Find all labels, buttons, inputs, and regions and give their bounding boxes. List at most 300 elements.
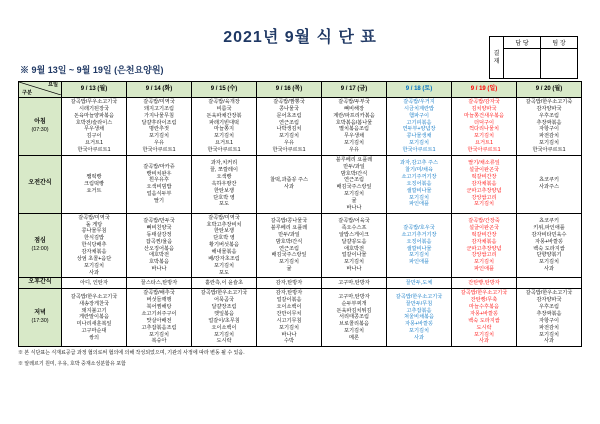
- col-header-5: 9 / 18 (토): [387, 82, 452, 98]
- menu-item: 감자채볶음: [471, 180, 497, 187]
- menu-item: 한식김밥: [83, 235, 105, 242]
- menu-item: 마늘수후볶음: [468, 304, 500, 311]
- menu-item: 우유: [153, 140, 165, 147]
- table-header-row: [19, 82, 582, 98]
- row-header-name: 저녁: [34, 310, 46, 317]
- menu-item: 포기김치: [408, 252, 430, 259]
- menu-item: 사과주스: [538, 184, 560, 191]
- menu-item: 쨈떡빵: [86, 174, 102, 181]
- menu-item: 콩나물생채: [406, 133, 432, 140]
- period-label: ※ 9월 13일 ~ 9월 19일 (은천요양원): [20, 65, 164, 75]
- menu-item: 갈곡밥/한우소고기국: [200, 290, 248, 297]
- menu-item: 포기김치: [148, 133, 170, 140]
- menu-cell-4-0: [62, 289, 127, 347]
- menu-item: 갈곡밥/배추국: [143, 290, 175, 297]
- row-header-name: 점심: [34, 238, 46, 245]
- menu-item: 포기김치: [213, 331, 235, 338]
- menu-item: 갈곡밥/감자국: [468, 99, 500, 105]
- col-header-1: 9 / 14 (화): [127, 82, 192, 98]
- menu-item: 자몽+바깥꽁: [404, 321, 434, 328]
- menu-item: 메론: [348, 334, 360, 341]
- menu-item: 버섯들깨행: [146, 297, 172, 304]
- menu-item: 귤: [351, 198, 357, 205]
- col-header-7: 9 / 20 (월): [517, 82, 582, 98]
- footnote-0: ※ 본 식단표는 식재료공급 과정 협의로써 협의에 의해 작성되었으며, 기관의 사정에 따라 변동 될 수 있음.: [18, 350, 245, 357]
- menu-item: 한식당배추: [81, 242, 107, 249]
- menu-item: 족오수스프: [341, 225, 367, 232]
- menu-item: 도시락: [216, 338, 232, 345]
- menu-item: 한국아쿠르트1: [532, 147, 566, 154]
- menu-cell-3-2: [192, 278, 257, 289]
- menu-item: 자몽+바깥꽁: [534, 238, 564, 245]
- menu-item: 잔탄빵/무축: [470, 297, 498, 304]
- menu-item: 꿀만두,도체: [405, 280, 433, 286]
- menu-item: 감자양파국: [536, 105, 562, 112]
- menu-item: 뼈비친양국: [146, 225, 172, 232]
- menu-item: 뼈비해장: [343, 105, 365, 112]
- menu-item: 파인애플: [408, 201, 430, 208]
- menu-item: 강앙쌈고리: [471, 252, 497, 259]
- menu-item: 소고기쇠주구이: [141, 310, 177, 317]
- menu-item: 포기김치: [538, 331, 560, 338]
- menu-item: 소고기주꺼기장: [401, 174, 437, 181]
- menu-item: 갈곡밥/간장죽: [468, 218, 500, 225]
- menu-item: 포도: [218, 269, 230, 276]
- menu-item: 달걀꽁도음: [341, 238, 367, 245]
- menu-item: 갈곡밥/한우소고기국: [395, 293, 443, 300]
- menu-item: 마늘쫑건새우볶음: [463, 112, 505, 119]
- menu-item: 갈곡밥/미역국: [78, 214, 110, 221]
- menu-item: 찰떡,과즙꽁 주스: [270, 177, 308, 184]
- col-header-2: 9 / 15 (수): [192, 82, 257, 98]
- menu-item: 포기김치: [213, 262, 235, 269]
- menu-item: 감자채볶음: [81, 249, 107, 256]
- menu-item: 갈곡밥/육개장: [208, 99, 240, 105]
- menu-item: 호박고추장비치: [206, 221, 242, 228]
- menu-item: 귤: [286, 266, 292, 273]
- menu-cell-2-7: [517, 213, 582, 278]
- menu-item: 가지나물무침: [143, 112, 175, 119]
- menu-cell-3-6: [452, 278, 517, 289]
- table-row: [19, 213, 582, 278]
- menu-item: 시래기된장국: [78, 105, 110, 112]
- menu-item: 포기김치: [148, 331, 170, 338]
- menu-item: 우유: [283, 140, 295, 147]
- menu-item: 포기김치: [473, 133, 495, 140]
- menu-item: 단향양볶기: [536, 252, 562, 259]
- menu-item: 자몽+바깥꽁: [469, 310, 499, 317]
- menu-item: 호박전/슬라이스: [75, 119, 113, 126]
- menu-item: 북어찜해탕: [146, 304, 172, 311]
- menu-item: 산오징어볶음: [143, 245, 175, 252]
- menu-item: 포기김치: [538, 259, 560, 266]
- menu-item: 갈곡밥/미역국: [143, 99, 175, 105]
- menu-item: 포기김치: [343, 140, 365, 147]
- menu-item: 한국아쿠르트1: [272, 147, 306, 154]
- page-title: 2021년 9월 식 단 표: [223, 29, 377, 46]
- menu-cell-2-6: [452, 213, 517, 278]
- menu-item: 감자채볶음: [471, 238, 497, 245]
- col-header-4: 9 / 17 (금): [322, 82, 387, 98]
- approval-box: [489, 36, 578, 79]
- menu-item: 샐깔비나물: [406, 245, 432, 252]
- menu-item: 포기김치: [473, 201, 495, 208]
- menu-item: 파전감치: [538, 324, 560, 331]
- menu-item: 떡갈비간장: [471, 174, 497, 181]
- menu-item: 얼갈이/초무침: [208, 317, 240, 324]
- menu-item: 햄파구이: [408, 112, 430, 119]
- menu-item: 콩나물무침: [81, 228, 107, 235]
- menu-item: 사과: [543, 338, 555, 345]
- menu-item: 고기피볶음: [406, 119, 432, 126]
- menu-item: 호박볶음: [148, 259, 170, 266]
- menu-item: 잔탄빵,탄방자: [468, 280, 500, 286]
- menu-item: 흰우유후: [148, 177, 170, 184]
- menu-item: 오징어볶음: [406, 180, 432, 187]
- menu-item: 파인애플: [408, 259, 430, 266]
- menu-cell-1-5: [387, 155, 452, 213]
- menu-item: 애호박전: [148, 252, 170, 259]
- menu-cell-2-3: [257, 213, 322, 278]
- menu-item: 한국아쿠르트1: [467, 147, 501, 154]
- menu-item: 오이소백이: [211, 324, 237, 331]
- menu-item: 잔만이무치: [276, 310, 302, 317]
- menu-cell-2-5: [387, 213, 452, 278]
- menu-item: 미나리새훈복잎: [76, 321, 112, 328]
- row-header-0: [19, 98, 62, 156]
- menu-item: 감자,탄방자: [275, 290, 303, 297]
- menu-item: 찰기/미/채육: [405, 167, 433, 174]
- menu-item: 딸기: [153, 198, 165, 205]
- menu-cell-1-1: [127, 155, 192, 213]
- approval-header-0: 담 당: [504, 37, 541, 49]
- menu-item: 애호박전: [343, 245, 365, 252]
- menu-item: 포기김치: [213, 133, 235, 140]
- row-header-2: [19, 213, 62, 278]
- menu-item: 밤호박/간식: [275, 238, 303, 245]
- menu-item: 비름국: [216, 105, 232, 112]
- menu-item: 아디, 인탄자: [80, 280, 108, 286]
- menu-cell-4-4: [322, 289, 387, 347]
- approval-label: 결재: [490, 37, 504, 79]
- menu-item: 달걀후라이조림: [141, 119, 177, 126]
- menu-item: 연근조림: [278, 119, 300, 126]
- menu-item: 맛살아배전: [146, 317, 172, 324]
- menu-item: 포기김치: [343, 259, 365, 266]
- menu-item: 포기김치: [473, 259, 495, 266]
- menu-item: 만두/과일: [278, 231, 300, 238]
- menu-item: 돌 게탕: [85, 221, 103, 228]
- menu-item: 오색빵: [216, 174, 232, 181]
- menu-item: 김치양파국: [471, 105, 497, 112]
- menu-item: 블루베리 요플레: [270, 225, 308, 232]
- menu-item: 우후조림: [538, 304, 560, 311]
- menu-item: 포기김치: [408, 194, 430, 201]
- menu-item: 블루베리 요플레: [335, 156, 373, 163]
- menu-item: 사과: [283, 184, 295, 191]
- menu-item: 돼지고기조림: [143, 105, 175, 112]
- menu-item: 포기김치: [278, 324, 300, 331]
- menu-cell-2-0: [62, 213, 127, 278]
- col-header-6: 9 / 19 (일): [452, 82, 517, 98]
- menu-item: 단호박 영: [213, 194, 235, 201]
- menu-item: 명란추젓: [148, 126, 170, 133]
- row-header-time: (07:30): [31, 126, 49, 133]
- menu-item: 설굴이완곤국: [468, 167, 500, 174]
- row-header-time: (12:00): [31, 246, 49, 252]
- menu-cell-1-3: [257, 155, 322, 213]
- menu-item: 우유: [348, 147, 360, 154]
- menu-cell-0-3: [257, 98, 322, 156]
- menu-item: 돈육파채간장볶: [206, 112, 242, 119]
- menu-item: 한탄보쟁: [213, 228, 235, 235]
- menu-cell-4-3: [257, 289, 322, 347]
- menu-item: 브로콜리볶음: [338, 321, 370, 328]
- menu-item: 과자,감고추 주스: [400, 160, 438, 167]
- menu-cell-3-0: [62, 278, 127, 289]
- menu-cell-1-7: [517, 155, 582, 213]
- table-body: [19, 98, 582, 347]
- menu-item: 포기김치: [278, 259, 300, 266]
- menu-item: 포기김치: [83, 262, 105, 269]
- menu-item: 한탄보쟁: [213, 187, 235, 194]
- menu-item: 파전감치: [538, 133, 560, 140]
- menu-item: 감자비타민육수: [531, 231, 567, 238]
- row-header-4: [19, 289, 62, 347]
- menu-item: 백숙 도라지쌈: [533, 245, 565, 252]
- menu-item: 쳐울비채볶음: [403, 314, 435, 321]
- menu-cell-0-6: [452, 98, 517, 156]
- menu-item: 꿀스타스,탄방자: [140, 280, 178, 286]
- menu-item: 도시락: [476, 324, 492, 331]
- menu-item: 쵸코쿠키: [538, 177, 560, 184]
- menu-item: 서리태콩조림: [338, 314, 370, 321]
- menu-item: 해내물볶음: [211, 249, 237, 256]
- menu-item: 자항구이: [538, 317, 560, 324]
- menu-item: 파래기빈대떡: [208, 119, 240, 126]
- menu-item: 백숙 도라지쌈: [468, 317, 500, 324]
- menu-table: [18, 81, 582, 347]
- menu-item: 동태살강정: [146, 231, 172, 238]
- menu-item: 어묵곰국: [213, 297, 235, 304]
- menu-item: 군파고추장양념: [466, 245, 502, 252]
- menu-item: 강앙쌈고리: [471, 194, 497, 201]
- menu-cell-1-2: [192, 155, 257, 213]
- row-header-name: 오전간식: [28, 180, 52, 187]
- menu-item: 파인애플: [473, 266, 495, 273]
- menu-item: 크림떡빵: [83, 180, 105, 187]
- approval-cell-1: [541, 49, 578, 79]
- menu-item: 오이소백이: [276, 304, 302, 311]
- corner-weekday-label: 요일: [47, 82, 58, 88]
- table-row: [19, 98, 582, 156]
- approval-cell-0: [504, 49, 541, 79]
- table-row: [19, 278, 582, 289]
- menu-item: 문어초조림: [276, 112, 302, 119]
- menu-item: 더덕구이: [473, 119, 495, 126]
- menu-item: 떡갈비간장: [471, 231, 497, 238]
- menu-item: 포기김치: [473, 331, 495, 338]
- menu-item: 바나나: [346, 204, 362, 211]
- menu-item: 갈곡밥/콩나물국: [270, 218, 308, 225]
- menu-item: 황기버섯볶음: [208, 242, 240, 249]
- menu-item: 빵비치완우: [146, 170, 172, 177]
- menu-item: 꿀, 쪼깔레이: [210, 167, 238, 174]
- menu-item: 꿀만두/무침: [405, 300, 433, 307]
- menu-cell-3-4: [322, 278, 387, 289]
- menu-item: 복숭아: [151, 338, 167, 345]
- menu-item: 고추잡볶음조림: [141, 324, 177, 331]
- menu-item: 배김국주스랑잎: [336, 184, 372, 191]
- menu-cell-2-2: [192, 213, 257, 278]
- menu-cell-4-7: [517, 289, 582, 347]
- menu-item: 포기김치: [343, 191, 365, 198]
- menu-cell-0-7: [517, 98, 582, 156]
- menu-item: 요거트1: [475, 140, 493, 147]
- menu-item: 꺽다리나물치: [468, 126, 500, 133]
- menu-item: 갈곡밥/두부국: [338, 99, 370, 105]
- menu-item: 계란/파프리카볶음: [333, 112, 375, 119]
- menu-item: 배/강자초조림: [208, 255, 240, 262]
- menu-item: 바나나: [346, 266, 362, 273]
- menu-item: 알밥스게이크: [338, 231, 370, 238]
- menu-cell-0-0: [62, 98, 127, 156]
- menu-item: 멸치볶음조림: [338, 126, 370, 133]
- menu-item: 새송장게찬국: [78, 300, 110, 307]
- menu-item: 시금치계란밥: [403, 105, 435, 112]
- menu-item: 군파고추장양념: [466, 187, 502, 194]
- menu-item: 게란말이볶음: [78, 314, 110, 321]
- menu-item: 한국아쿠르트1: [142, 147, 176, 154]
- menu-cell-3-3: [257, 278, 322, 289]
- menu-item: 훌란측,이 윤슐초: [205, 280, 243, 286]
- menu-item: 감자양파국: [536, 297, 562, 304]
- menu-item: 연두부+양념장: [402, 126, 436, 133]
- menu-item: 요거트: [86, 187, 102, 194]
- menu-cell-3-7: [517, 278, 582, 289]
- menu-item: 단호박 영: [213, 235, 235, 242]
- menu-item: 사과: [543, 266, 555, 273]
- menu-item: 갈곡밥/한우소고기국: [525, 290, 573, 297]
- menu-item: 시고기무침: [276, 317, 302, 324]
- menu-item: 얼갈이나물: [341, 252, 367, 259]
- menu-cell-3-5: [387, 278, 452, 289]
- menu-item: 콩나물국: [278, 105, 300, 112]
- table-row: [19, 155, 582, 213]
- menu-item: 샐깔비나물: [406, 187, 432, 194]
- menu-item: 추장짜볶음: [536, 310, 562, 317]
- menu-cell-1-0: [62, 155, 127, 213]
- col-header-3: 9 / 16 (목): [257, 82, 322, 98]
- menu-cell-2-4: [322, 213, 387, 278]
- table-corner-header: [19, 82, 62, 98]
- menu-cell-4-2: [192, 289, 257, 347]
- corner-category-label: 구분: [22, 90, 33, 97]
- menu-item: 갈곡밥/마카쥬: [143, 163, 175, 170]
- menu-item: 포기김치: [343, 328, 365, 335]
- row-header-time: (17:30): [31, 318, 49, 325]
- menu-item: 나박생김치: [276, 126, 302, 133]
- menu-item: 옥하우땅잔: [211, 180, 237, 187]
- menu-item: 한국아쿠르트1: [402, 147, 436, 154]
- menu-item: 쵸코쿠키: [538, 218, 560, 225]
- menu-item: 딸기/채소류잎: [468, 160, 500, 167]
- menu-item: 갈곡밥/미역국: [208, 214, 240, 221]
- menu-item: 포도: [218, 201, 230, 208]
- approval-header-1: 팀 장: [541, 37, 578, 49]
- menu-cell-0-2: [192, 98, 257, 156]
- menu-item: 달걀장조림: [211, 304, 237, 311]
- menu-item: 오징어볶음: [406, 238, 432, 245]
- menu-item: 돼지불고기: [81, 307, 107, 314]
- menu-cell-0-5: [387, 98, 452, 156]
- menu-item: 쌍의: [88, 334, 100, 341]
- menu-cell-0-4: [322, 98, 387, 156]
- menu-item: 수박: [283, 338, 295, 345]
- menu-item: 갈곡밥/한우소고기죽: [525, 99, 573, 105]
- menu-item: 요거트1: [85, 140, 103, 147]
- menu-cell-4-6: [452, 289, 517, 347]
- menu-item: 요거트1: [215, 140, 233, 147]
- menu-item: 밤호박/간식: [340, 170, 368, 177]
- menu-item: 고구마,탄방자: [338, 293, 370, 300]
- menu-item: 한국아쿠르트1: [207, 147, 241, 154]
- menu-item: 갈곡밥/만두국: [143, 218, 175, 225]
- menu-item: 포기김치: [278, 133, 300, 140]
- menu-item: 오색비빔밥: [146, 184, 172, 191]
- menu-item: 깻잎볶음: [213, 310, 235, 317]
- menu-item: 돈육마늘양파볶음: [73, 112, 115, 119]
- menu-item: 갈곡밥/우거지: [403, 99, 435, 105]
- menu-item: 키위,파인애플: [533, 225, 565, 232]
- menu-cell-1-4: [322, 155, 387, 213]
- row-header-1: [19, 155, 62, 213]
- menu-item: 얼음식두부: [146, 191, 172, 198]
- menu-cell-0-1: [127, 98, 192, 156]
- menu-item: 자항구이: [538, 126, 560, 133]
- menu-item: 호박볶음/봄나물: [335, 119, 373, 126]
- menu-item: 갈곡밥/한우소고기국: [460, 290, 508, 297]
- row-header-name: 아침: [34, 118, 46, 125]
- row-header-name: 오후간식: [28, 279, 52, 286]
- menu-item: 설굴이완곤국: [468, 225, 500, 232]
- menu-item: 배김국주스랑잎: [271, 252, 307, 259]
- menu-cell-3-1: [127, 278, 192, 289]
- menu-item: 고추잡볶음: [406, 307, 432, 314]
- menu-item: 무우생채: [343, 133, 365, 140]
- menu-item: 마늘쫑지: [213, 126, 235, 133]
- menu-item: 고구마순대: [81, 328, 107, 335]
- menu-item: 돈육파김치튀김: [336, 307, 372, 314]
- menu-item: 연근조림: [278, 245, 300, 252]
- menu-item: 포기김치: [408, 328, 430, 335]
- menu-cell-4-1: [127, 289, 192, 347]
- menu-item: 김구이: [86, 133, 102, 140]
- menu-item: 고구마,탄방자: [338, 280, 370, 286]
- menu-item: 과자,치커리: [210, 160, 238, 167]
- menu-item: 포기김치: [408, 140, 430, 147]
- menu-item: 바나나: [281, 331, 297, 338]
- menu-item: 우후조림: [538, 112, 560, 119]
- menu-item: 바나나: [151, 266, 167, 273]
- menu-cell-4-5: [387, 289, 452, 347]
- menu-item: 갈곡밥/호우국: [403, 225, 435, 232]
- menu-item: 만두/과일: [343, 163, 365, 170]
- menu-item: 갈곡밥/짬뽕국: [273, 99, 305, 105]
- table-row: [19, 289, 582, 347]
- menu-item: 한국아쿠르트1: [77, 147, 111, 154]
- menu-cell-1-6: [452, 155, 517, 213]
